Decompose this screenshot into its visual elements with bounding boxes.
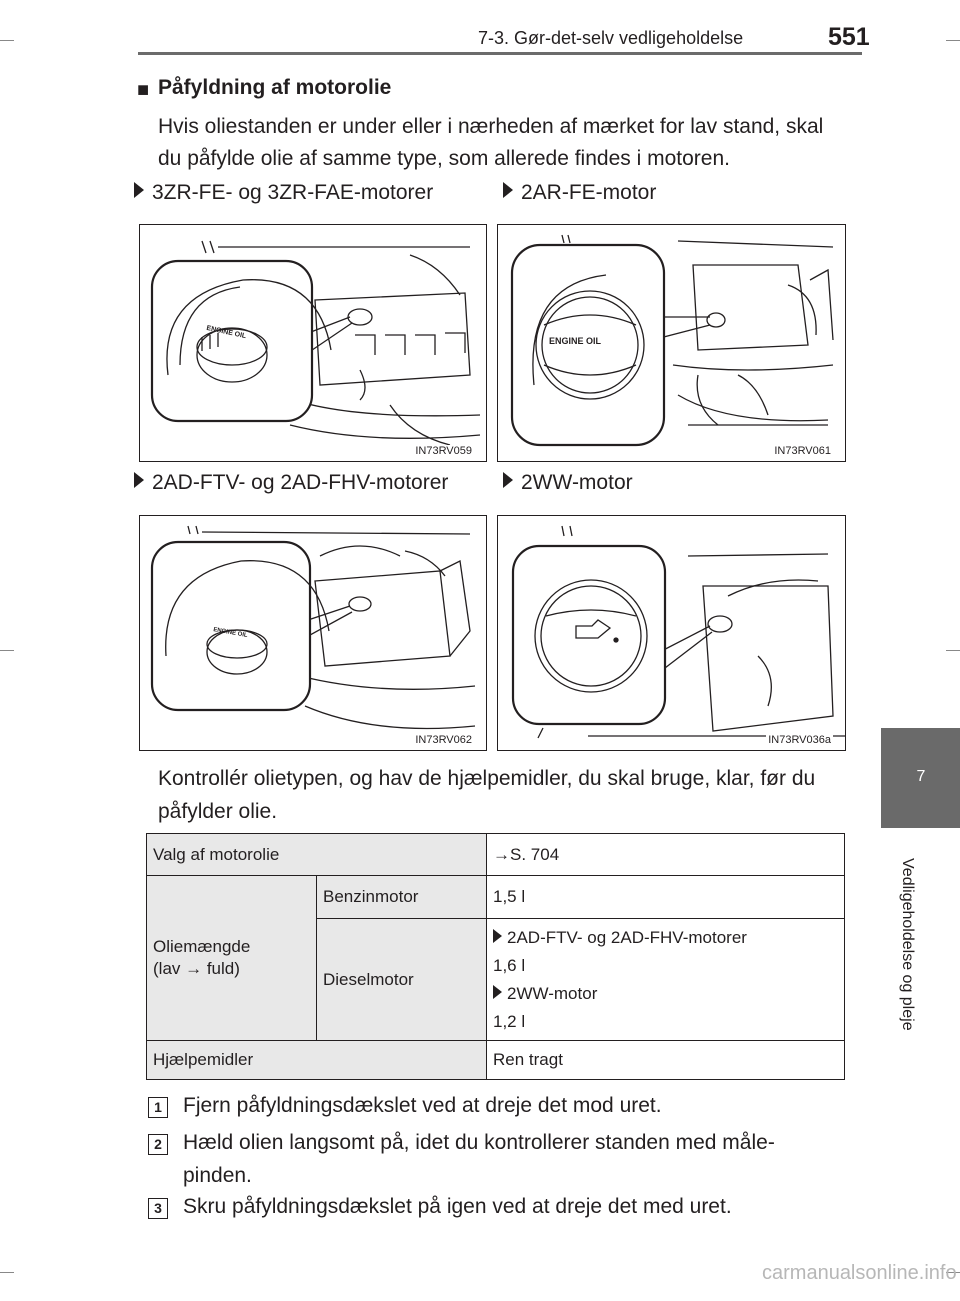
figure-code: IN73RV062 [415,734,472,746]
table-cell: Hjælpemidler [147,1041,487,1080]
triangle-bullet-icon [503,472,513,488]
figure-caption: 3ZR-FE- og 3ZR-FAE-motorer [134,181,433,205]
triangle-bullet-icon [493,929,502,943]
page-number: 551 [828,23,870,51]
figure-code: IN73RV036a [768,734,831,746]
figure-engine-3zr [139,224,487,462]
table-cell: →S. 704 [487,834,845,876]
section-bullet: ■ [137,79,150,101]
triangle-bullet-icon [134,182,144,198]
crop-mark [946,650,960,651]
chapter-title: Vedligeholdelse og pleje [899,858,916,1031]
table-cell: Ren tragt [487,1041,845,1080]
table-cell: Dieselmotor [317,919,487,1041]
triangle-bullet-icon [493,985,502,999]
figure-engine-2ad [139,515,487,751]
step-number: 3 [148,1198,168,1219]
oil-cap-label: ENGINE OIL [205,324,247,341]
crop-mark [0,650,14,651]
section-running-title: 7-3. Gør-det-selv vedligeholdelse [478,28,744,48]
table-cell: 2AD-FTV- og 2AD-FHV-motorer 1,6 l 2WW-motor 1,2 l [487,919,845,1041]
step-text: Hæld olien langsomt på, idet du kontrollerer standen med måle-pinden. [183,1131,775,1187]
watermark: carmanualsonline.info [762,1262,957,1284]
figure-caption: 2AR-FE-motor [503,181,656,205]
engine-illustration [498,516,845,750]
figure-caption: 2WW-motor [503,471,633,495]
step-number: 1 [148,1097,168,1118]
triangle-bullet-icon [503,182,513,198]
header-rule [138,52,862,55]
figure-engine-2ar [497,224,846,462]
step-text: Skru påfyldningsdækslet på igen ved at dreje det med uret. [183,1195,732,1218]
table-cell: Oliemængde (lav → fuld) [147,876,317,1041]
table-row [147,834,845,876]
figure-code: IN73RV061 [774,445,831,457]
preparation-note: Kontrollér olietypen, og hav de hjælpemidler, du skal bruge, klar, før du påfylder olie. [158,767,816,823]
triangle-bullet-icon [134,472,144,488]
engine-illustration [140,225,486,461]
figure-caption: 2AD-FTV- og 2AD-FHV-motorer [134,471,448,495]
section-intro: Hvis oliestanden er under eller i nærheden af mærket for lav stand, skal du påfylde olie af samme type, som allerede findes i motoren. [158,115,824,170]
crop-mark [0,1272,14,1273]
table-row [147,876,845,919]
figure-engine-2ww [497,515,846,751]
section-title: Påfyldning af motorolie [158,76,392,99]
table-row [147,1041,845,1080]
engine-illustration [140,516,486,750]
oil-cap-label: ENGINE OIL [212,627,248,639]
crop-mark [0,40,14,41]
chapter-number: 7 [916,768,926,785]
crop-mark [946,40,960,41]
table-cell: Benzinmotor [317,876,487,919]
figure-code: IN73RV059 [415,445,472,457]
table-cell: Valg af motorolie [147,834,487,876]
oil-spec-table [146,833,845,1080]
oil-cap-label: ENGINE OIL [549,336,602,346]
step-number: 2 [148,1134,168,1155]
table-cell: 1,5 l [487,876,845,919]
step-text: Fjern påfyldningsdækslet ved at dreje det mod uret. [183,1094,662,1117]
